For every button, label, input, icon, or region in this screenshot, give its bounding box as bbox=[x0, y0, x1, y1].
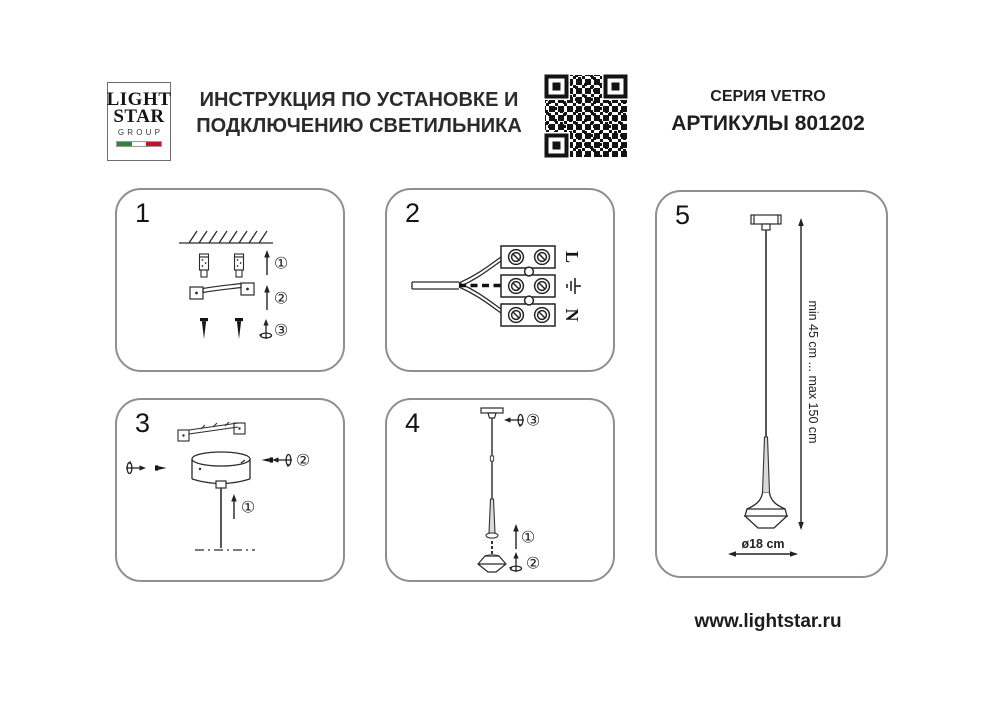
dotted-guide bbox=[491, 541, 493, 554]
step4-marker-1: ① bbox=[520, 527, 536, 547]
step4-drawing bbox=[387, 400, 613, 580]
stem-flare bbox=[486, 533, 498, 538]
wall-plug-icon bbox=[235, 254, 244, 277]
terminal-block bbox=[501, 246, 555, 326]
series-label: СЕРИЯ VETRO bbox=[710, 88, 826, 105]
screw-turn-icon bbox=[509, 552, 522, 572]
ceiling-cup bbox=[192, 452, 250, 484]
logo-text-light: LIGHT bbox=[106, 89, 172, 110]
step1-marker-1: ① bbox=[273, 253, 289, 273]
step3-drawing bbox=[117, 400, 343, 580]
step-number-4: 4 bbox=[405, 408, 421, 438]
logo-text-group: GROUP bbox=[117, 128, 164, 137]
up-arrow-icon bbox=[231, 494, 237, 519]
mounting-bracket-icon bbox=[190, 283, 254, 299]
diameter-dimension bbox=[728, 537, 798, 557]
logo-text-star: STAR bbox=[113, 106, 165, 127]
step4-marker-2: ② bbox=[525, 553, 541, 573]
lightstar-logo bbox=[107, 82, 171, 161]
step-number-2: 2 bbox=[405, 198, 421, 228]
diameter-label: ø18 cm bbox=[741, 537, 785, 551]
step4-marker-3: ③ bbox=[525, 410, 541, 430]
cable-connector bbox=[216, 481, 226, 488]
mounting-bracket-icon bbox=[178, 422, 245, 441]
up-arrow-icon bbox=[264, 285, 270, 310]
ground-symbol bbox=[567, 278, 581, 294]
screw-turn-icon bbox=[126, 461, 146, 474]
screw-turn-icon bbox=[504, 415, 524, 428]
lamp-shade-icon bbox=[478, 555, 506, 572]
step1-marker-3: ③ bbox=[273, 320, 289, 340]
dimensions-panel bbox=[655, 190, 888, 578]
step-panel-4 bbox=[385, 398, 615, 582]
page-title bbox=[183, 87, 535, 139]
italian-flag-icon bbox=[116, 141, 162, 147]
step-number-1: 1 bbox=[135, 198, 151, 228]
step1-marker-2: ② bbox=[273, 288, 289, 308]
screw-turn-icon bbox=[259, 319, 272, 339]
step-number-3: 3 bbox=[135, 408, 151, 438]
height-dimension bbox=[798, 218, 820, 530]
qr-code-icon bbox=[543, 73, 629, 159]
step1-drawing bbox=[117, 190, 343, 370]
cable-joint bbox=[490, 456, 493, 461]
terminal-label-neutral: N bbox=[562, 308, 582, 322]
step-panel-3 bbox=[115, 398, 345, 582]
article-number: АРТИКУЛЫ 801202 bbox=[671, 112, 865, 135]
step-panel-1 bbox=[115, 188, 345, 372]
step-panel-2 bbox=[385, 188, 615, 372]
page-title-line2: ПОДКЛЮЧЕНИЮ СВЕТИЛЬНИКА bbox=[196, 115, 522, 137]
page-title-line1: ИНСТРУКЦИЯ ПО УСТАНОВКЕ И bbox=[199, 89, 519, 111]
pendant-dimensions-drawing bbox=[657, 192, 886, 576]
step-number-5: 5 bbox=[675, 200, 691, 230]
step3-marker-1: ① bbox=[240, 497, 256, 517]
screw-icon bbox=[155, 465, 167, 470]
canopy-icon bbox=[481, 408, 503, 418]
stem bbox=[763, 437, 770, 493]
terminal-label-live: L bbox=[562, 250, 582, 264]
canopy-icon bbox=[751, 215, 781, 230]
screw-icon bbox=[262, 457, 274, 462]
screw-turn-icon bbox=[272, 455, 292, 468]
lamp-shade-icon bbox=[744, 493, 788, 528]
height-range-label: min 45 cm ... max 150 cm bbox=[806, 300, 820, 444]
website-url: www.lightstar.ru bbox=[694, 611, 842, 632]
step3-marker-2: ② bbox=[295, 450, 311, 470]
up-arrow-icon bbox=[264, 250, 270, 275]
wall-plug-icon bbox=[200, 254, 209, 277]
screw-icon bbox=[235, 318, 243, 339]
screw-icon bbox=[200, 318, 208, 339]
stem bbox=[489, 499, 495, 533]
ceiling-hatch bbox=[179, 231, 273, 243]
step2-drawing bbox=[387, 190, 613, 370]
up-arrow-icon bbox=[513, 524, 519, 549]
